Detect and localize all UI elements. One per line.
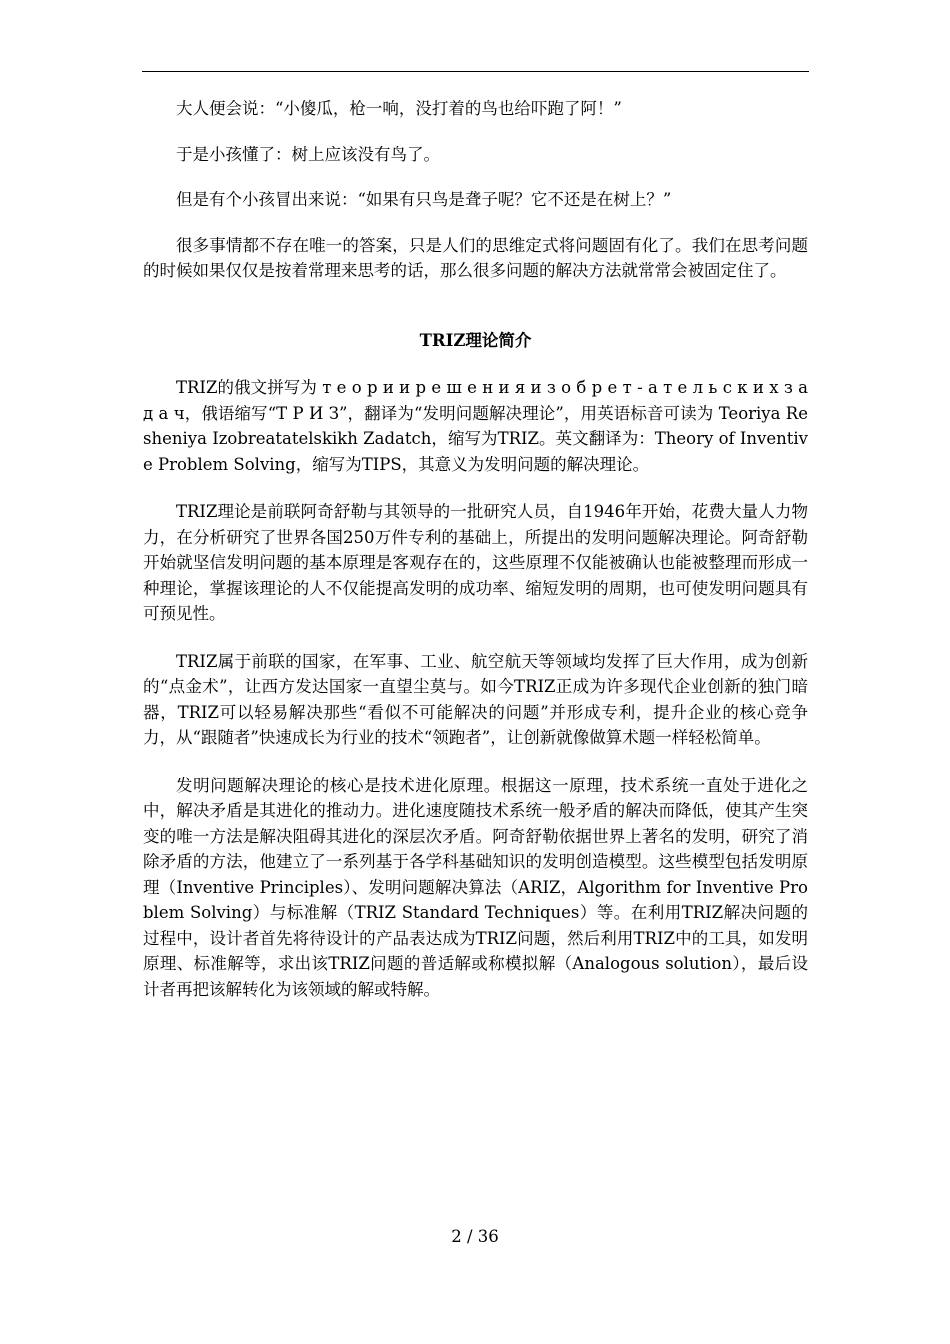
paragraph-adult-says: 大人便会说：“小傻瓜，枪一响，没打着的鸟也给吓跑了阿！” — [176, 99, 622, 118]
paragraph-deaf-bird: 但是有个小孩冒出来说：“如果有只鸟是聋子呢？它不还是在树上？” — [176, 190, 672, 209]
paragraph-triz-name: TRIZ的俄文拼写为 т е о р и и р е ш е н и я и з о б р е т - а т е л ь с к и х з а д а ч，俄语缩写“Т Р И З”，翻译为“发明问题解决理论”，用英语标音可读为 Teoriya Resheniya Izobreatatelskikh Zadatch，缩写为TRIZ。英文翻译为：Theory of Inventive Problem Solving，缩写为TIPS，其意义为发明问题的解决理论。 — [143, 378, 808, 474]
page-number: 2 / 36 — [451, 1227, 499, 1246]
header-rule — [142, 71, 809, 72]
paragraph-child-understands: 于是小孩懂了：树上应该没有鸟了。 — [176, 144, 440, 164]
paragraph-triz-origin: TRIZ理论是前联阿奇舒勒与其领导的一批研究人员，自1946年开始，花费大量人力物力，在分析研究了世界各国250万件专利的基础上，所提出的发明问题解决理论。阿奇舒勒开始就坚信发明问题的基本原理是客观存在的，这些原理不仅能被确认也能被整理而形成一种理论，掌握该理论的人不仅能提高发明的成功率、缩短发明的周期，也可使发明问题具有可预见性。 — [143, 502, 808, 623]
document-body — [143, 96, 808, 1002]
paragraph-triz-impact: TRIZ属于前联的国家，在军事、工业、航空航天等领域均发挥了巨大作用，成为创新的“点金术”，让西方发达国家一直望尘莫与。如今TRIZ正成为许多现代企业创新的独门暗器，TRIZ可以轻易解决那些“看似不可能解决的问题”并形成专利，提升企业的核心竞争力，从“跟随者”快速成长为行业的技术“领跑者”，让创新就像做算术题一样轻松简单。 — [143, 651, 808, 747]
paragraph-thinking-pattern: 很多事情都不存在唯一的答案，只是人们的思维定式将问题固有化了。我们在思考问题的时候如果仅仅是按着常理来思考的话，那么很多问题的解决方法就常常会被固定住了。 — [143, 235, 808, 280]
paragraph-triz-core: 发明问题解决理论的核心是技术进化原理。根据这一原理，技术系统一直处于进化之中，解决矛盾是其进化的推动力。进化速度随技术系统一般矛盾的解决而降低，使其产生突变的唯一方法是解决阻碍其进化的深层次矛盾。阿奇舒勒依据世界上著名的发明，研究了消除矛盾的方法，他建立了一系列基于各学科基础知识的发明创造模型。这些模型包括发明原理（Inventive Principles）、发明问题解决算法（ARIZ，Algorithm for Inventive Problem Solving）与标准解（TRIZ Standard Techniques）等。在利用TRIZ解决问题的过程中，设计者首先将待设计的产品表达成为TRIZ问题，然后利用TRIZ中的工具，如发明原理、标准解等，求出该TRIZ问题的普适解或称模拟解（Analogous solution），最后设计者再把该解转化为该领域的解或特解。 — [143, 775, 808, 999]
section-title: TRIZ理论简介 — [419, 330, 532, 350]
